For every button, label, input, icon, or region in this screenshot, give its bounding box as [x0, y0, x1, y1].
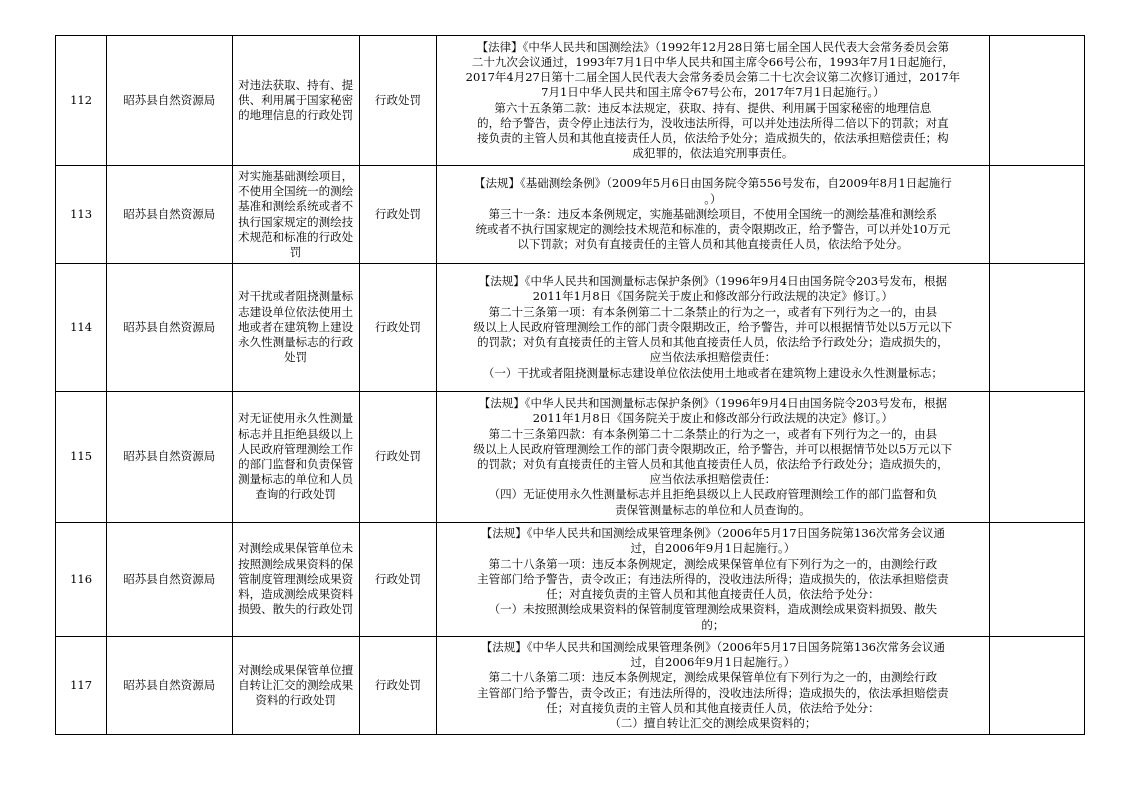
- row-number: 117: [56, 637, 107, 735]
- penalty-type: 行政处罚: [359, 637, 436, 735]
- legal-basis-line: 7月1日中华人民共和国主席令67号公布，2017年7月1日起施行。）: [541, 85, 885, 100]
- legal-basis-line: 的罚款；对负有直接责任的主管人员和其他直接责任人员，依法给予行政处分；造成损失的，: [477, 457, 949, 471]
- legal-basis-line: 第二十三条第一项：有本条例第二十二条禁止的行为之一，或者有下列行为之一的，由县: [488, 304, 938, 319]
- penalty-item: 对实施基础测绘项目，不使用全国统一的测绘基准和测绘系统或者不执行国家规定的测绘技术规范和标准的行政处罚: [232, 166, 359, 264]
- legal-basis-line: 主管部门给予警告，责令改正；有违法所得的，没收违法所得；造成损失的，依法承担赔偿责: [477, 685, 949, 700]
- legal-basis-line: 的罚款；对负有直接责任的主管人员和其他直接责任人员，依法给予行政处分；造成损失的，: [477, 335, 949, 350]
- legal-basis-line: 的，给予警告，责令停止违法行为，没收违法所得，可以并处违法所得二倍以下的罚款；对直: [477, 115, 949, 130]
- legal-basis-line: 主管部门给予警告，责令改正；有违法所得的，没收违法所得；造成损失的，依法承担赔偿责: [477, 571, 949, 586]
- legal-basis-line: 二十九次会议通过，1993年7月1日中华人民共和国主席令66号公布，1993年7月1日起施行，: [471, 54, 954, 69]
- penalty-item: 对测绘成果保管单位未按照测绘成果资料的保管制度管理测绘成果资料，造成测绘成果资料损毁、散失的行政处罚: [232, 523, 359, 637]
- legal-basis-line: 第二十八条第一项：违反本条例规定，测绘成果保管单位有下列行为之一的，由测绘行政: [488, 556, 938, 571]
- penalty-type: 行政处罚: [359, 392, 436, 523]
- table-row: [56, 392, 1085, 523]
- penalty-item: 对无证使用永久性测量标志并且拒绝县级以上人民政府管理测绘工作的部门监督和负责保管测量标志的单位和人员查询的行政处罚: [232, 392, 359, 523]
- legal-basis-line: 应当依法承担赔偿责任：: [649, 472, 777, 487]
- penalty-item: 对干扰或者阻挠测量标志建设单位依法使用土地或者在建筑物上建设永久性测量标志的行政处罚: [232, 264, 359, 392]
- legal-basis-line: 级以上人民政府管理测绘工作的部门责令限期改正，给予警告，并可以根据情节处以5万元以下: [473, 319, 953, 334]
- remarks-cell: [989, 392, 1084, 523]
- legal-basis: [437, 392, 990, 523]
- legal-basis-line: 2011年1月8日《国务院关于废止和修改部分行政法规的决定》修订。）: [532, 411, 893, 426]
- legal-basis-line: 。）: [704, 191, 722, 206]
- legal-basis-line: 2011年1月8日《国务院关于废止和修改部分行政法规的决定》修订。）: [532, 289, 893, 304]
- legal-basis: [437, 36, 990, 166]
- legal-basis-line: 任；对直接负责的主管人员和其他直接责任人员，依法给予处分：: [546, 587, 880, 602]
- legal-basis-line: 【法律】《中华人民共和国测绘法》（1992年12月28日第七届全国人民代表大会常务委员会第: [476, 39, 950, 54]
- legal-basis-line: 责保管测量标志的单位和人员查询的。: [615, 502, 811, 517]
- legal-basis-line: （一）未按照测绘成果资料的保管制度管理测绘成果资料，造成测绘成果资料损毁、散失: [488, 602, 938, 617]
- legal-basis: [437, 637, 990, 735]
- legal-basis-line: 【法规】《中华人民共和国测绘成果管理条例》（2006年5月17日国务院第136次常务会议通: [480, 639, 945, 654]
- legal-basis-line: 2017年4月27日第十二届全国人民代表大会常务委员会第二十七次会议第二次修订通过，2017年: [465, 70, 961, 85]
- remarks-cell: [989, 523, 1084, 637]
- legal-basis-line: 过，自2006年9月1日起施行。）: [630, 655, 796, 670]
- row-number: 113: [56, 166, 107, 264]
- legal-basis-line: 第二十八条第二项：违反本条例规定，测绘成果保管单位有下列行为之一的，由测绘行政: [488, 670, 938, 685]
- legal-basis-line: （二）擅自转让汇交的测绘成果资料的；: [609, 715, 817, 730]
- legal-basis-line: 的；: [701, 617, 725, 632]
- remarks-cell: [989, 637, 1084, 735]
- legal-basis: [437, 264, 990, 392]
- table-row: [56, 637, 1085, 735]
- legal-basis-line: 第三十一条：违反本条例规定，实施基础测绘项目，不使用全国统一的测绘基准和测绘系: [488, 206, 938, 221]
- department-name: 昭苏县自然资源局: [107, 36, 232, 166]
- legal-basis-line: 【法规】《基础测绘条例》（2009年5月6日由国务院令第556号发布，自2009年8月1日起施行: [474, 176, 952, 191]
- legal-basis-line: 第六十五条第二款：违反本法规定，获取、持有、提供、利用属于国家秘密的地理信息: [494, 100, 932, 115]
- table-row: [56, 36, 1085, 166]
- department-name: 昭苏县自然资源局: [107, 392, 232, 523]
- legal-basis: [437, 166, 990, 264]
- legal-basis-line: 成犯罪的，依法追究刑事责任。: [632, 146, 794, 161]
- penalty-item: 对测绘成果保管单位擅自转让汇交的测绘成果资料的行政处罚: [232, 637, 359, 735]
- legal-basis-line: 【法规】《中华人民共和国测量标志保护条例》（1996年9月4日由国务院令203号发布，根据: [478, 396, 948, 411]
- table-row: [56, 523, 1085, 637]
- legal-basis-line: 级以上人民政府管理测绘工作的部门责令限期改正，给予警告，并可以根据情节处以5万元以下: [473, 441, 953, 456]
- penalty-type: 行政处罚: [359, 523, 436, 637]
- remarks-cell: [989, 264, 1084, 392]
- row-number: 112: [56, 36, 107, 166]
- legal-basis-line: 【法规】《中华人民共和国测量标志保护条例》（1996年9月4日由国务院令203号发布，根据: [478, 274, 948, 289]
- department-name: 昭苏县自然资源局: [107, 523, 232, 637]
- row-number: 115: [56, 392, 107, 523]
- legal-basis-line: 接负责的主管人员和其他直接责任人员，依法给予处分；造成损失的，依法承担赔偿责任；构: [477, 130, 949, 145]
- row-number: 116: [56, 523, 107, 637]
- table-row: [56, 264, 1085, 392]
- department-name: 昭苏县自然资源局: [107, 637, 232, 735]
- penalty-type: 行政处罚: [359, 264, 436, 392]
- legal-basis-line: （四）无证使用永久性测量标志并且拒绝县级以上人民政府管理测绘工作的部门监督和负: [488, 487, 938, 502]
- penalty-item: 对违法获取、持有、提供、利用属于国家秘密的地理信息的行政处罚: [232, 36, 359, 166]
- remarks-cell: [989, 36, 1084, 166]
- legal-basis-line: （一）干扰或者阻挠测量标志建设单位依法使用土地或者在建筑物上建设永久性测量标志；: [482, 365, 943, 380]
- legal-basis-line: 第二十三条第四款：有本条例第二十二条禁止的行为之一，或者有下列行为之一的，由县: [488, 426, 938, 441]
- legal-basis: [437, 523, 990, 637]
- department-name: 昭苏县自然资源局: [107, 264, 232, 392]
- penalty-type: 行政处罚: [359, 36, 436, 166]
- legal-basis-line: 统或者不执行国家规定的测绘技术规范和标准的，责令限期改正，给予警告，可以并处10万元: [475, 222, 951, 237]
- remarks-cell: [989, 166, 1084, 264]
- table-row: [56, 166, 1085, 264]
- legal-basis-line: 过，自2006年9月1日起施行。）: [630, 541, 796, 556]
- legal-basis-line: 以下罚款；对负有直接责任的主管人员和其他直接责任人员，依法给予处分。: [517, 237, 909, 252]
- penalty-table: [55, 35, 1085, 735]
- legal-basis-line: 应当依法承担赔偿责任：: [649, 350, 777, 365]
- department-name: 昭苏县自然资源局: [107, 166, 232, 264]
- penalty-type: 行政处罚: [359, 166, 436, 264]
- legal-basis-line: 【法规】《中华人民共和国测绘成果管理条例》（2006年5月17日国务院第136次常务会议通: [480, 526, 945, 541]
- row-number: 114: [56, 264, 107, 392]
- legal-basis-line: 任；对直接负责的主管人员和其他直接责任人员，依法给予处分：: [546, 700, 880, 715]
